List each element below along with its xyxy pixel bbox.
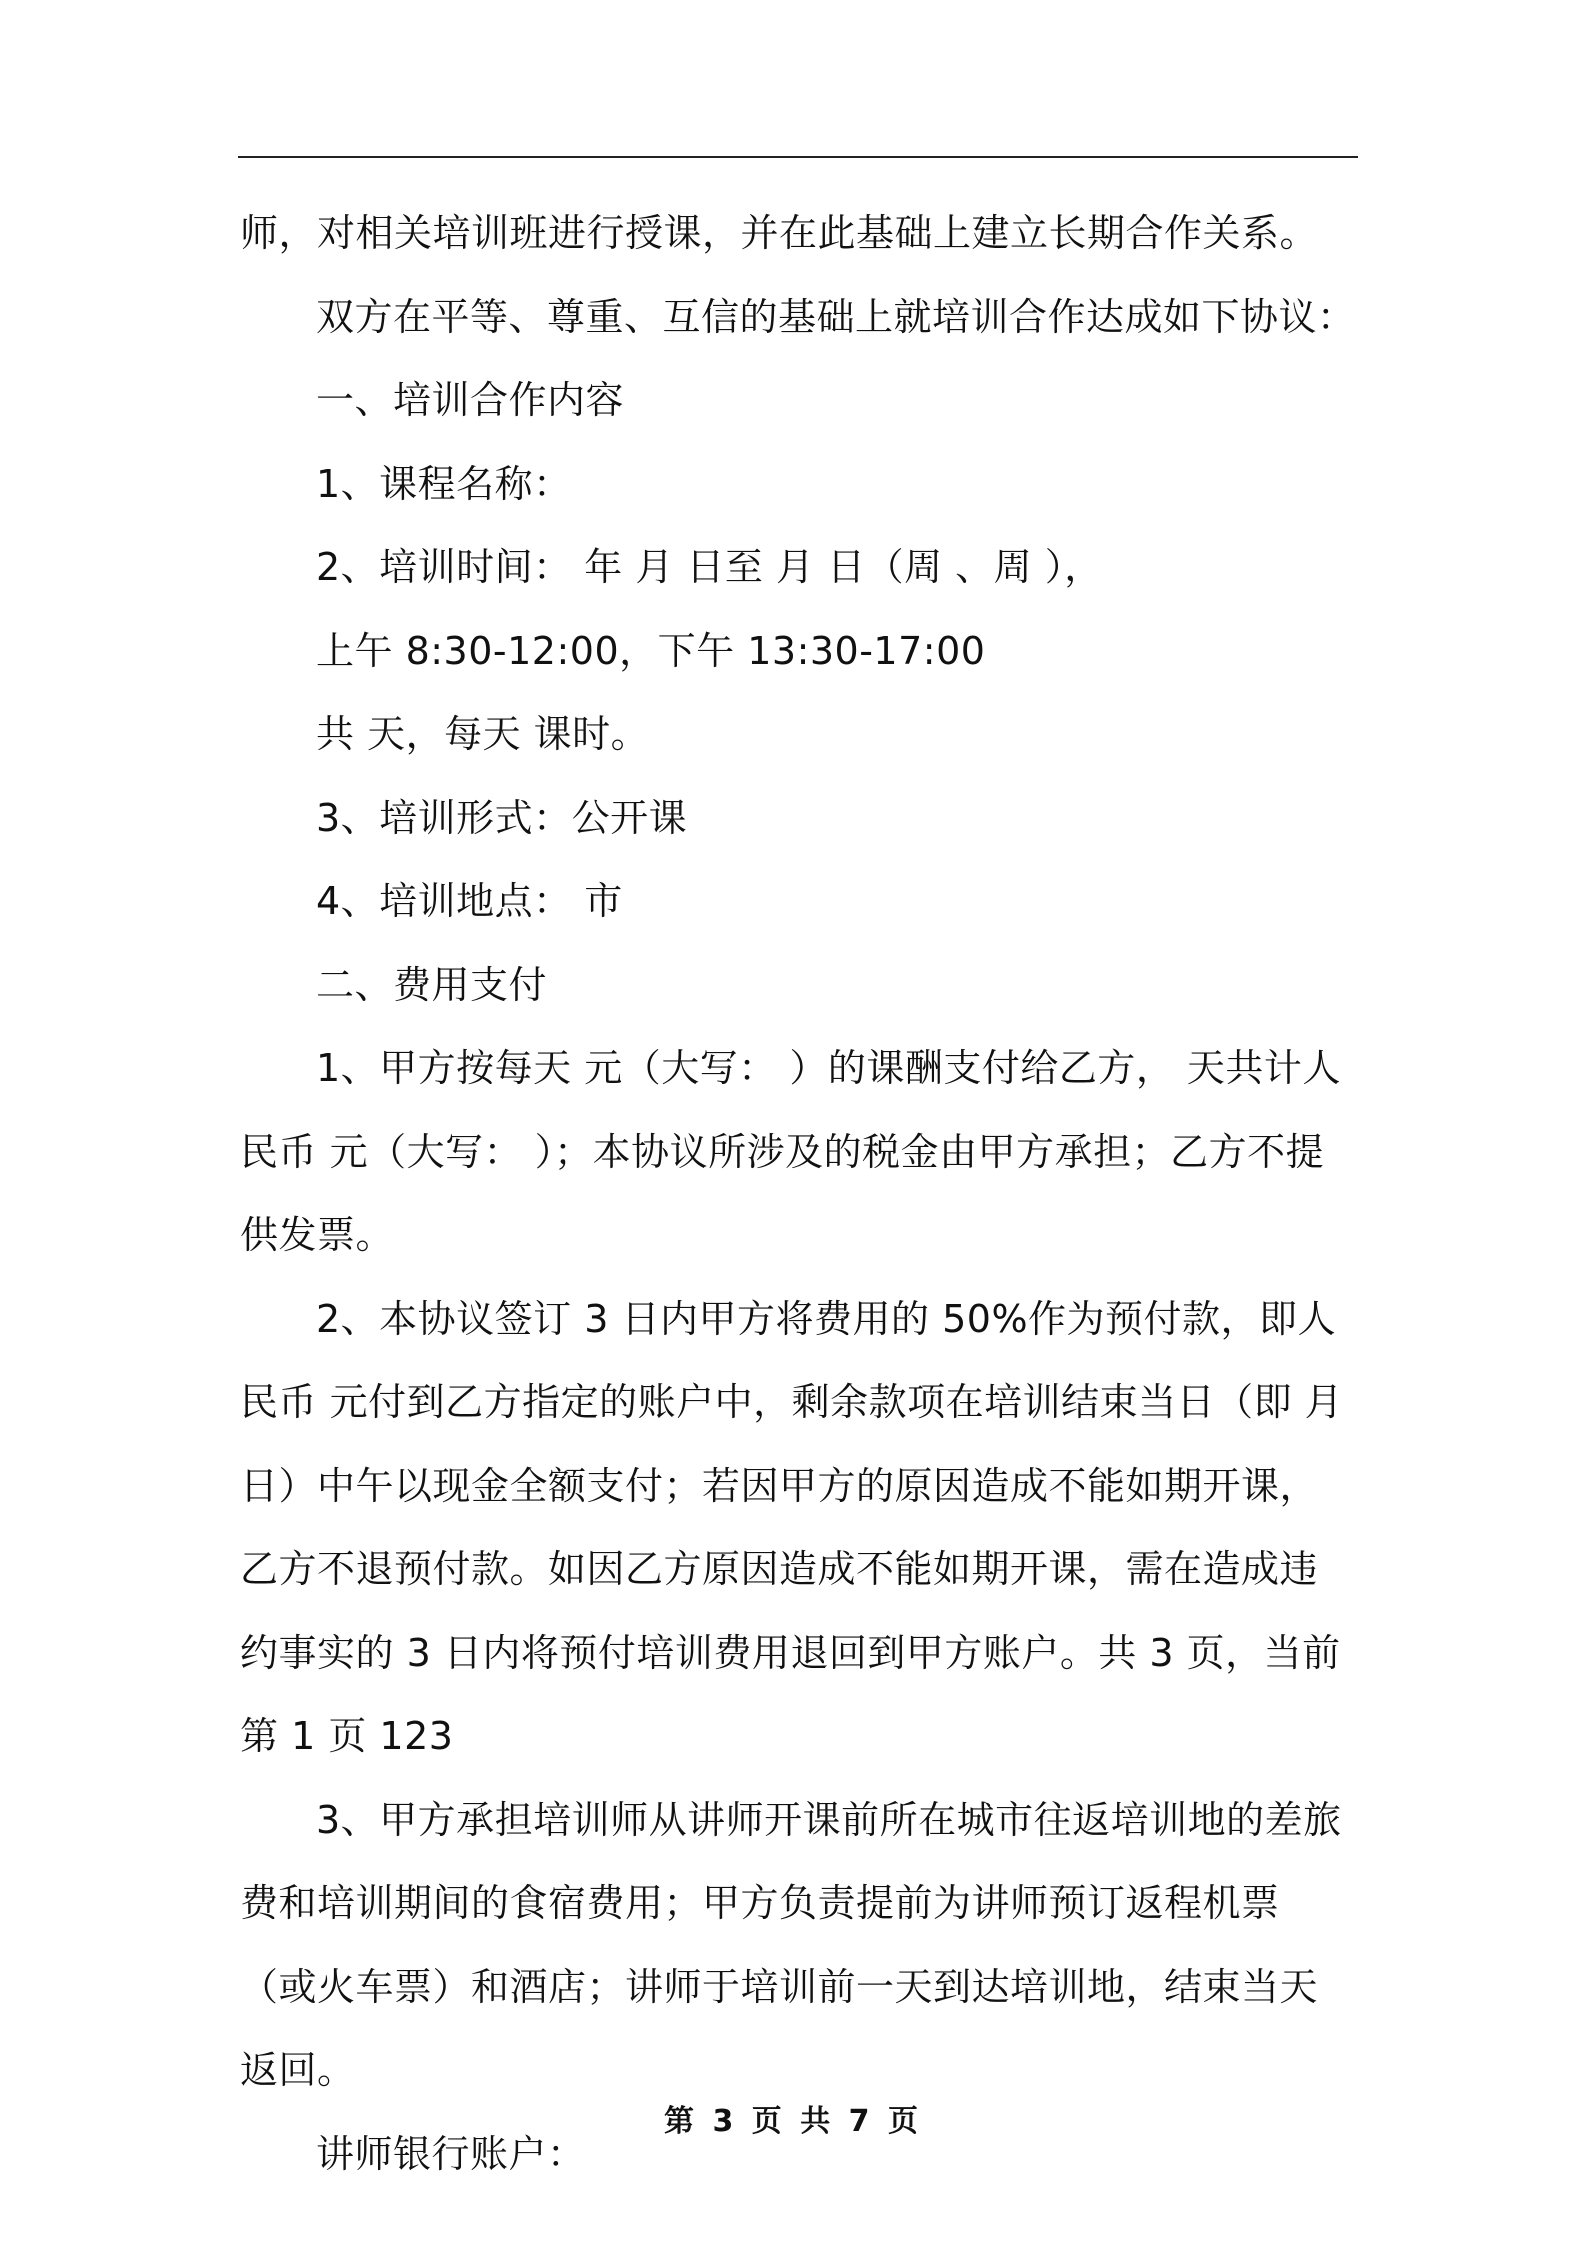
paragraph: 讲师银行账户： [316,2131,586,2176]
paragraph: 3、培训形式：公开课 [316,795,688,840]
paragraph: 1、课程名称： [316,461,572,506]
header-rule [238,156,1358,158]
paragraph: 双方在平等、尊重、互信的基础上就培训合作达成如下协议： [316,294,1356,339]
page-number-footer: 第 3 页 共 7 页 [664,2104,922,2139]
paragraph: 2、本协议签订 3 日内甲方将费用的 50%作为预付款，即人民币 元付到乙方指定的账户中，剩余款项在培训结束当日（即 月 日）中午以现金全额支付；若因甲方的原因造成不能如期开课，乙方不退预付款。如因乙方原因造成不能如期开课，需在造成违约事实的 3 日内将预付培训费用退回到甲方账户。共 3 页，当前第 1 页 123 [240,1296,1344,1758]
paragraph: 1、甲方按每天 元（大写： ）的课酬支付给乙方， 天共计人民币 元（大写： ）；本协议所涉及的税金由甲方承担；乙方不提供发票。 [240,1046,1341,1257]
section-heading: 一、培训合作内容 [316,378,625,422]
section-heading: 二、费用支付 [316,962,548,1007]
paragraph: 共 天，每天 课时。 [316,712,650,756]
paragraph: 师，对相关培训班进行授课，并在此基础上建立长期合作关系。 [240,211,1319,255]
paragraph: 4、培训地点： 市 [316,879,623,923]
paragraph: 3、甲方承担培训师从讲师开课前所在城市往返培训地的差旅费和培训期间的食宿费用；甲方负责提前为讲师预订返程机票（或火车票）和酒店；讲师于培训前一天到达培训地，结束当天返回。 [240,1797,1342,2092]
paragraph: 上午 8:30-12:00，下午 13:30-17:00 [316,628,986,673]
paragraph: 2、培训时间： 年 月 日至 月 日（周 、周 ）， [316,545,1103,589]
document-body [240,192,1356,2196]
